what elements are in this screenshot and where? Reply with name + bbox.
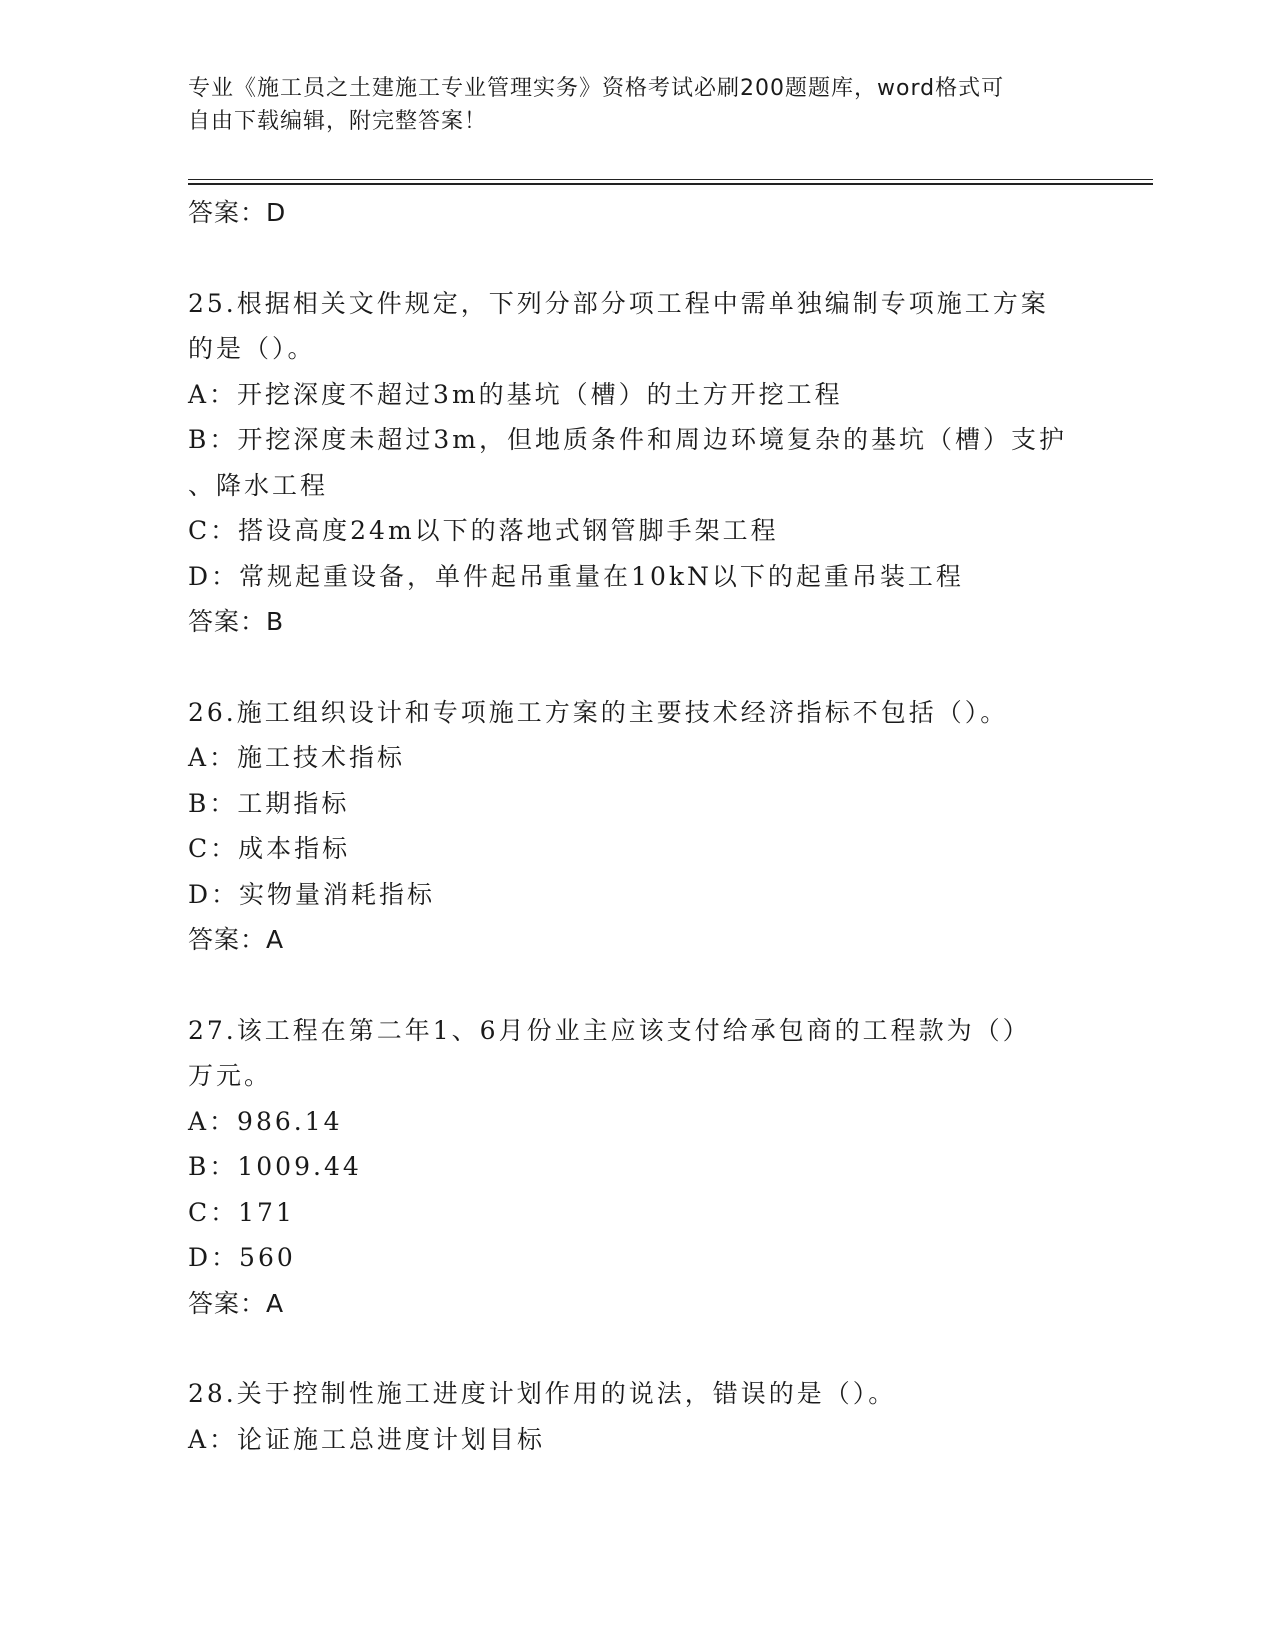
question-spacer <box>188 645 1088 690</box>
header-divider-thick <box>188 183 1153 185</box>
option-line: D：实物量消耗指标 <box>188 879 436 909</box>
question-stem-line: 27.该工程在第二年1、6月份业主应该支付给承包商的工程款为（） <box>188 1015 1031 1045</box>
option-line: A：986.14 <box>188 1106 343 1136</box>
answer-line: 答案：A <box>188 1288 285 1318</box>
question-list <box>188 190 1088 1462</box>
question-block <box>188 1371 1088 1462</box>
header-line-2: 自由下载编辑，附完整答案！ <box>188 109 488 134</box>
question-stem-line: 26.施工组织设计和专项施工方案的主要技术经济指标不包括（）。 <box>188 697 1009 727</box>
answer-line: 答案：D <box>188 198 287 227</box>
question-stem-line: 28.关于控制性施工进度计划作用的说法，错误的是（）。 <box>188 1379 897 1408</box>
question-block <box>188 1008 1088 1327</box>
answer-line: 答案：B <box>188 607 285 636</box>
option-line: 、降水工程 <box>188 470 329 500</box>
question-spacer <box>188 963 1088 1008</box>
option-line: C：成本指标 <box>188 834 351 863</box>
option-line: C：搭设高度24m以下的落地式钢管脚手架工程 <box>188 516 779 545</box>
header-line-1: 专业《施工员之土建施工专业管理实务》资格考试必刷200题题库，word格式可 <box>188 76 1005 101</box>
option-line: D：常规起重设备，单件起吊重量在10kN以下的起重吊装工程 <box>188 561 964 591</box>
answer-line: 答案：A <box>188 925 285 954</box>
option-line: C：171 <box>188 1197 295 1227</box>
question-block <box>188 690 1088 963</box>
header-divider-thin <box>188 179 1153 180</box>
option-line: D：560 <box>188 1243 296 1272</box>
option-line: A：论证施工总进度计划目标 <box>188 1424 546 1454</box>
question-block <box>188 281 1088 645</box>
option-line: B：开挖深度未超过3m，但地质条件和周边环境复杂的基坑（槽）支护 <box>188 425 1067 454</box>
option-line: B：工期指标 <box>188 788 350 818</box>
page-header <box>188 72 1088 138</box>
question-stem-line: 万元。 <box>188 1061 273 1090</box>
question-spacer <box>188 1326 1088 1371</box>
option-line: A：施工技术指标 <box>188 743 406 772</box>
question-stem-line: 的是（）。 <box>188 334 316 363</box>
option-line: B：1009.44 <box>188 1152 362 1181</box>
option-line: A：开挖深度不超过3m的基坑（槽）的土方开挖工程 <box>188 379 843 409</box>
question-stem-line: 25.根据相关文件规定，下列分部分项工程中需单独编制专项施工方案 <box>188 288 1049 318</box>
question-spacer <box>188 236 1088 281</box>
